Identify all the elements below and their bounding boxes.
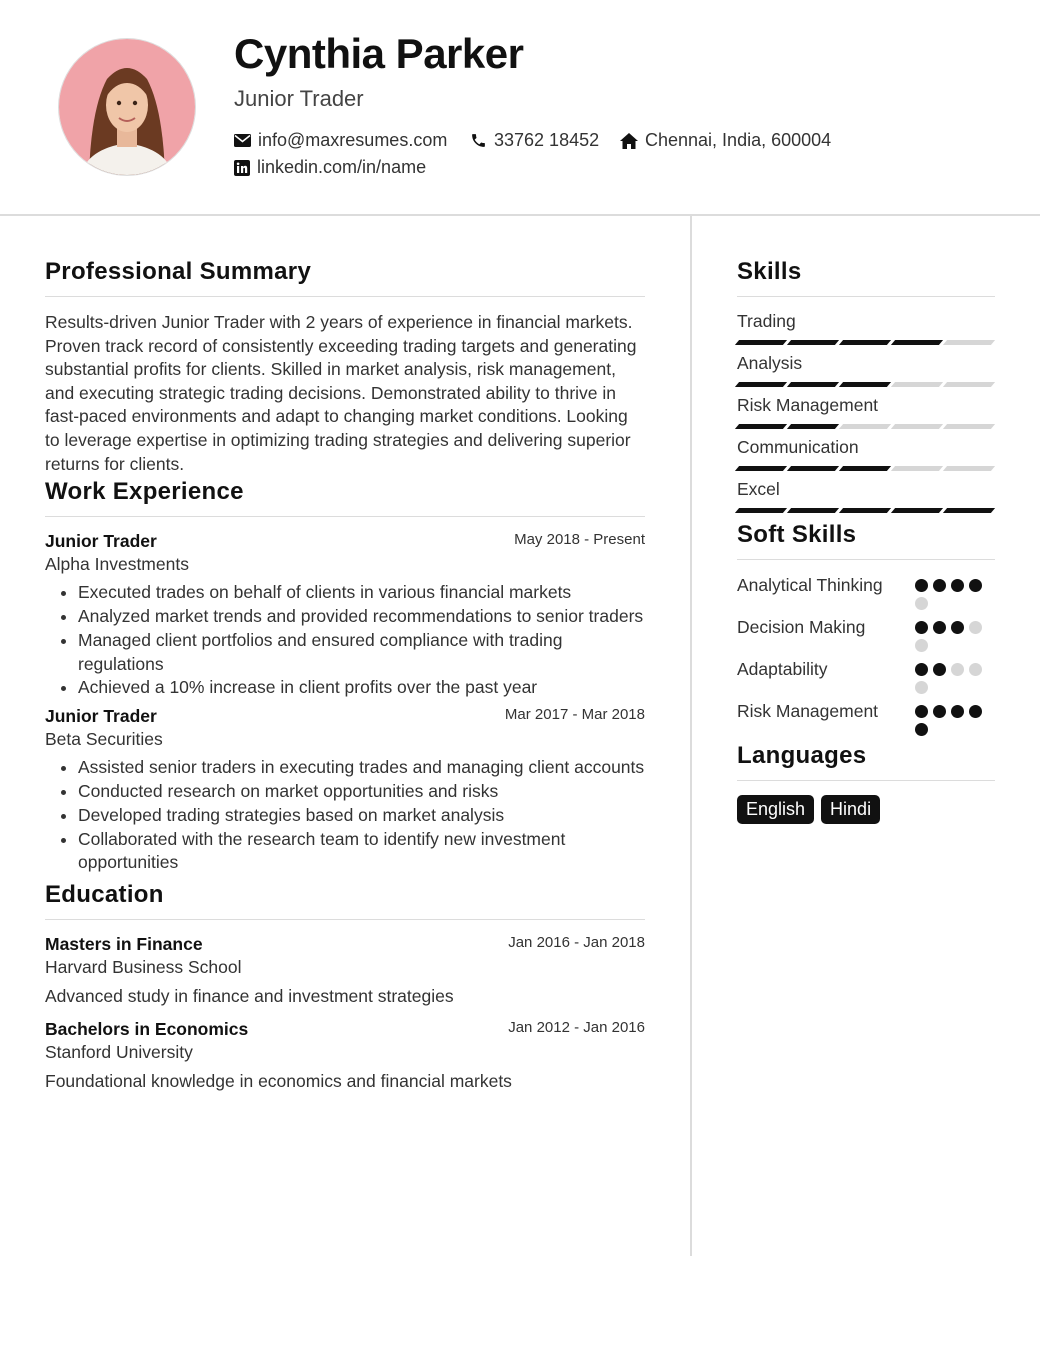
school-name: Harvard Business School <box>45 957 242 978</box>
skill-item <box>737 395 995 429</box>
rating-dot <box>969 705 982 718</box>
rating-dot <box>915 663 928 676</box>
skill-level-segment <box>787 508 839 513</box>
education-date: Jan 2012 - Jan 2016 <box>508 1019 645 1037</box>
job-bullet: • Analyzed market trends and provided recommendations to senior traders <box>78 605 645 629</box>
job-bullets <box>45 581 645 700</box>
skill-level-segment <box>943 340 995 345</box>
candidate-name: Cynthia Parker <box>234 30 524 77</box>
candidate-title: Junior Trader <box>234 86 364 111</box>
rating-dot <box>969 663 982 676</box>
email-contact[interactable] <box>234 130 447 151</box>
education-date: Jan 2016 - Jan 2018 <box>508 934 645 952</box>
rating-dot <box>933 705 946 718</box>
soft-skill-item <box>737 700 995 736</box>
soft-skill-name: Analytical Thinking <box>737 575 883 595</box>
skills-list <box>737 311 995 513</box>
job-bullets <box>45 756 645 875</box>
rating-dot <box>951 705 964 718</box>
degree-title: Masters in Finance <box>45 934 203 955</box>
skill-level-segment <box>839 466 891 471</box>
education-description: Foundational knowledge in economics and financial markets <box>45 1071 512 1092</box>
language-chip: Hindi <box>821 795 880 824</box>
phone-icon <box>470 132 487 149</box>
skill-level-segment <box>787 340 839 345</box>
job-date: May 2018 - Present <box>514 531 645 549</box>
skill-level-segment <box>943 382 995 387</box>
column-divider <box>690 214 692 1256</box>
languages-list <box>737 795 995 824</box>
soft-skill-name: Adaptability <box>737 659 828 679</box>
skill-level-segment <box>891 466 943 471</box>
skill-level-segment <box>839 340 891 345</box>
job-bullet: • Conducted research on market opportunities and risks <box>78 780 645 804</box>
rating-dot <box>915 579 928 592</box>
avatar <box>58 38 196 176</box>
soft-skill-rating <box>915 579 995 610</box>
skill-level-segment <box>735 508 787 513</box>
soft-skill-rating <box>915 705 995 736</box>
job-entry <box>45 531 645 700</box>
skill-item <box>737 353 995 387</box>
soft-skills-heading: Soft Skills <box>737 521 995 560</box>
education-description: Advanced study in finance and investment strategies <box>45 986 454 1007</box>
job-title: Junior Trader <box>45 706 157 727</box>
soft-skill-item <box>737 616 995 652</box>
rating-dot <box>915 705 928 718</box>
skill-name: Trading <box>737 311 796 331</box>
skill-level-segment <box>943 508 995 513</box>
rating-dot <box>951 579 964 592</box>
resume-header <box>0 0 1040 216</box>
skill-level-segment <box>943 466 995 471</box>
soft-skill-item <box>737 658 995 694</box>
school-name: Stanford University <box>45 1042 193 1063</box>
location-contact <box>620 130 831 151</box>
languages-heading: Languages <box>737 742 995 781</box>
skill-level-segment <box>839 424 891 429</box>
skill-name: Analysis <box>737 353 803 373</box>
email-text: info@maxresumes.com <box>258 130 448 150</box>
skill-level-segment <box>735 424 787 429</box>
summary-text: Results-driven Junior Trader with 2 years of experience in financial markets. Proven track record of consistently exceeding trading targets and generating substantial profits for clients. Skilled in market analysis, risk management, and executing strategic trading decisions. Demonstrated ability to thrive in fast-paced environments and adapt to changing market conditions. Looking to leverage expertise in optimizing trading strategies and delivering superior returns for clients. <box>45 312 637 474</box>
soft-skill-name: Risk Management <box>737 701 879 721</box>
skill-level-segment <box>735 340 787 345</box>
rating-dot <box>915 597 928 610</box>
skill-level-segment <box>787 382 839 387</box>
soft-skill-rating <box>915 663 995 694</box>
experience-heading: Work Experience <box>45 478 645 517</box>
rating-dot <box>933 663 946 676</box>
skill-item <box>737 437 995 471</box>
education-heading: Education <box>45 881 645 920</box>
job-bullet: • Managed client portfolios and ensured compliance with trading regulations <box>78 629 645 677</box>
degree-title: Bachelors in Economics <box>45 1019 249 1040</box>
skill-level-bar <box>737 382 995 387</box>
location-text: Chennai, India, 600004 <box>645 130 832 150</box>
job-bullet: • Assisted senior traders in executing trades and managing client accounts <box>78 756 645 780</box>
main-column <box>45 258 645 1104</box>
job-bullet: • Executed trades on behalf of clients in various financial markets <box>78 581 645 605</box>
rating-dot <box>933 579 946 592</box>
linkedin-contact[interactable] <box>234 157 426 178</box>
skill-level-segment <box>839 508 891 513</box>
skill-level-bar <box>737 508 995 513</box>
skill-level-segment <box>735 466 787 471</box>
job-company: Alpha Investments <box>45 554 189 575</box>
rating-dot <box>933 621 946 634</box>
portrait-image <box>59 39 195 175</box>
skill-level-bar <box>737 340 995 345</box>
rating-dot <box>915 639 928 652</box>
rating-dot <box>969 579 982 592</box>
phone-contact[interactable] <box>470 130 599 151</box>
skill-level-segment <box>891 340 943 345</box>
job-bullet: • Achieved a 10% increase in client profits over the past year <box>78 676 645 700</box>
sidebar-column <box>737 258 995 824</box>
skill-level-segment <box>735 382 787 387</box>
job-bullet: • Collaborated with the research team to identify new investment opportunities <box>78 828 645 876</box>
skill-level-bar <box>737 424 995 429</box>
skill-level-segment <box>787 424 839 429</box>
job-entry <box>45 706 645 875</box>
skill-level-segment <box>787 466 839 471</box>
linkedin-icon <box>234 160 250 176</box>
education-entry <box>45 934 645 1007</box>
skill-name: Communication <box>737 437 859 457</box>
rating-dot <box>915 621 928 634</box>
skill-level-segment <box>891 508 943 513</box>
skill-item <box>737 479 995 513</box>
job-bullet: • Developed trading strategies based on market analysis <box>78 804 645 828</box>
soft-skill-item <box>737 574 995 610</box>
rating-dot <box>951 663 964 676</box>
rating-dot <box>915 723 928 736</box>
skill-name: Excel <box>737 479 780 499</box>
envelope-icon <box>234 134 251 147</box>
rating-dot <box>951 621 964 634</box>
skill-level-segment <box>943 424 995 429</box>
skill-level-segment <box>891 382 943 387</box>
skill-level-segment <box>839 382 891 387</box>
language-chip: English <box>737 795 814 824</box>
skill-name: Risk Management <box>737 395 879 415</box>
linkedin-text: linkedin.com/in/name <box>257 157 427 177</box>
skill-level-segment <box>891 424 943 429</box>
home-icon <box>620 133 638 149</box>
skill-level-bar <box>737 466 995 471</box>
summary-heading: Professional Summary <box>45 258 645 297</box>
job-date: Mar 2017 - Mar 2018 <box>504 706 645 724</box>
skills-heading: Skills <box>737 258 995 297</box>
rating-dot <box>969 621 982 634</box>
education-entry <box>45 1019 645 1092</box>
job-title: Junior Trader <box>45 531 157 552</box>
rating-dot <box>915 681 928 694</box>
soft-skill-name: Decision Making <box>737 617 866 637</box>
job-company: Beta Securities <box>45 729 163 750</box>
soft-skill-rating <box>915 621 995 652</box>
phone-text: 33762 18452 <box>494 130 600 150</box>
skill-item <box>737 311 995 345</box>
soft-skills-list <box>737 574 995 736</box>
